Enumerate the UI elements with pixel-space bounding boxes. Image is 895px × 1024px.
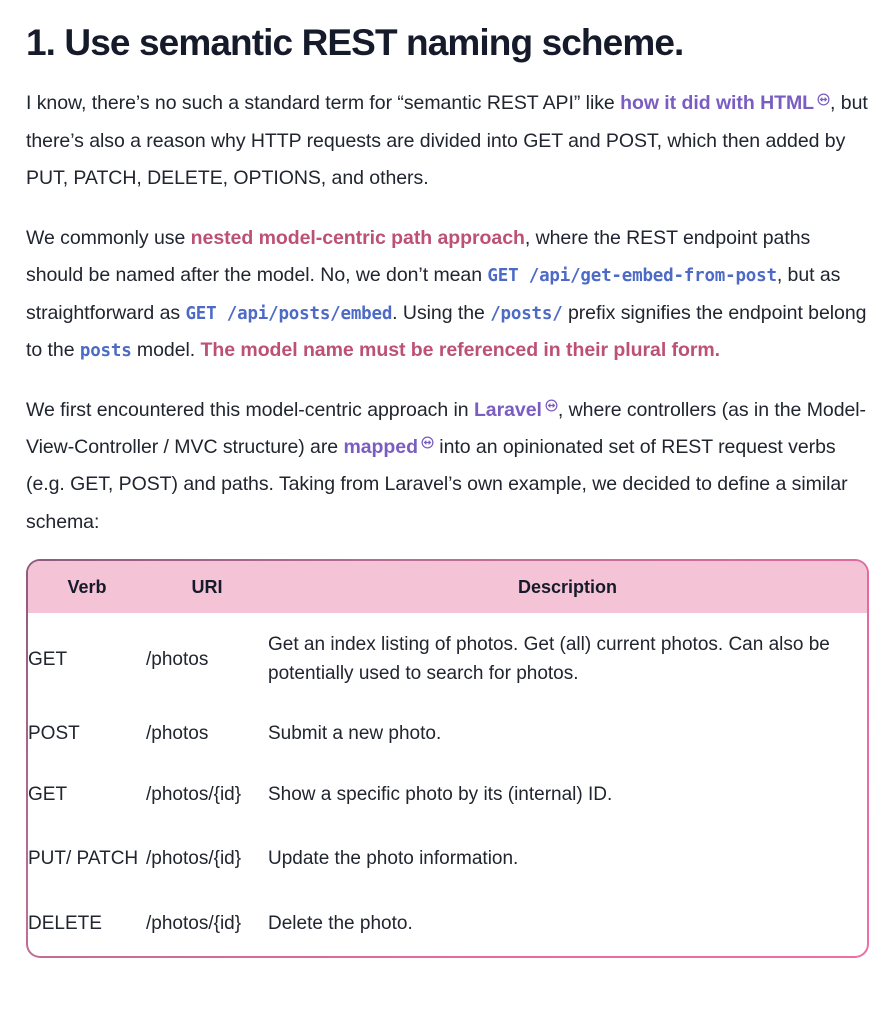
table-header (28, 561, 867, 613)
p2-text-segment-2: , where the REST endpoint paths should be named after the model. No, we don’t mean (26, 226, 811, 287)
cell-description: Update the photo information. (268, 848, 519, 870)
p2-text-segment-5: prefix signifies the endpoint belong to the (26, 301, 867, 362)
external-link-icon (817, 93, 830, 106)
cell-description: Delete the photo. (268, 912, 413, 934)
link-label: Laravel (473, 398, 542, 421)
column-header-verb: Verb (28, 561, 146, 613)
column-header-description: Description (268, 561, 867, 613)
code-posts-model: posts (79, 341, 132, 362)
cell-uri: /photos/{id} (146, 912, 242, 934)
cell-uri: /photos/{id} (146, 783, 242, 805)
cell-verb: GET (28, 783, 68, 805)
cell-uri: /photos/{id} (146, 848, 242, 870)
link-label: mapped (343, 435, 418, 458)
link-laravel[interactable] (474, 399, 558, 421)
link-mapped[interactable] (343, 436, 433, 458)
link-label: how it did with HTML (620, 92, 815, 115)
p2-text-segment-6: model. (131, 339, 201, 362)
link-how-it-did-with-html[interactable] (620, 92, 830, 114)
table-row (28, 706, 867, 763)
table-body (28, 613, 867, 956)
table-header-row (28, 561, 867, 613)
cell-uri: /photos (146, 723, 209, 745)
column-header-uri: URI (146, 561, 268, 613)
cell-description: Get an index listing of photos. Get (all) current photos. Can also be potentially used to search for photos. (268, 634, 830, 684)
paragraph-laravel (26, 392, 869, 542)
cell-verb: GET (28, 648, 68, 670)
paragraph-nested-model (26, 220, 869, 370)
emphasis-nested-model-centric-path-approach: nested model-centric path approach (190, 226, 525, 249)
table-row (28, 613, 867, 706)
table-row (28, 892, 867, 957)
page-title: 1. Use semantic REST naming scheme. (26, 22, 684, 63)
p1-text-segment-1: I know, there’s no such a standard term for “semantic REST API” like (26, 92, 621, 115)
cell-verb: PUT/ PATCH (28, 848, 139, 870)
table-row (28, 763, 867, 828)
rest-schema-table (28, 561, 867, 956)
cell-verb: DELETE (28, 912, 102, 934)
cell-uri: /photos (146, 648, 209, 670)
external-link-icon (421, 436, 434, 449)
p3-text-segment-3: into an opinionated set of REST request verbs (e.g. GET, POST) and paths. Taking from Laravel’s own example, we decided to define a similar schema: (26, 435, 848, 533)
p3-text-segment-2: , where controllers (as in the Model-View-Controller / MVC structure) are (26, 398, 867, 458)
p3-text-segment-1: We first encountered this model-centric approach in (26, 398, 474, 421)
rest-schema-table-container (26, 559, 869, 958)
code-posts-prefix: /posts/ (490, 303, 563, 324)
p2-text-segment-1: We commonly use (26, 226, 191, 249)
p1-text-segment-2: , but there’s also a reason why HTTP requests are divided into GET and POST, which then added by PUT, PATCH, DELETE, OPTIONS, and others. (26, 92, 868, 190)
cell-verb: POST (28, 723, 80, 745)
code-get-api-get-embed-from-post: GET /api/get-embed-from-post (487, 266, 777, 287)
cell-description: Show a specific photo by its (internal) ID. (268, 783, 613, 805)
p2-text-segment-4: . Using the (392, 301, 491, 324)
cell-description: Submit a new photo. (268, 723, 442, 745)
code-get-api-posts-embed: GET /api/posts/embed (185, 303, 393, 324)
p2-text-segment-3: , but as straightforward as (26, 264, 841, 324)
table-row (28, 827, 867, 892)
external-link-icon (545, 399, 558, 412)
paragraph-intro (26, 85, 869, 197)
emphasis-plural-form-rule: The model name must be referenced in their plural form. (200, 339, 721, 362)
